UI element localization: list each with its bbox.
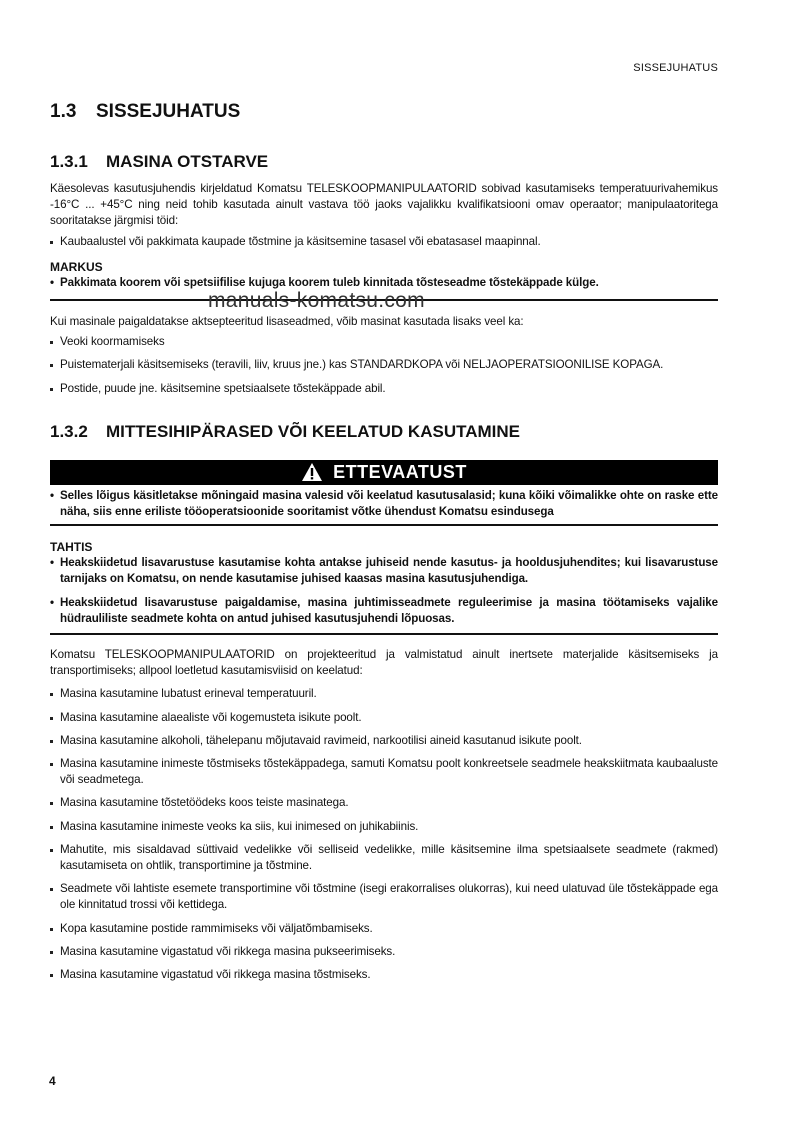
list-item: Masina kasutamine inimeste tõstmiseks tõstekäppadega, samuti Komatsu poolt konkreetsele seadmele heakskiitmata kaubaaluste või seadmetega. bbox=[50, 756, 718, 788]
subsection-title-text: MASINA OTSTARVE bbox=[106, 152, 269, 171]
subsection-title-1 bbox=[50, 152, 718, 172]
section-title bbox=[50, 101, 718, 123]
list-item: Masina kasutamine tõstetöödeks koos teiste masinatega. bbox=[50, 795, 718, 811]
note-item: • Pakkimata koorem või spetsiifilise kujuga koorem tuleb kinnitada tõsteseadme tõstekäppade külge. bbox=[50, 275, 718, 291]
important-label: TAHTIS bbox=[50, 540, 93, 555]
subsection-title-text: MITTESIHIPÄRASED VÕI KEELATUD KASUTAMINE bbox=[106, 421, 520, 441]
attachment-list bbox=[50, 334, 718, 397]
forbidden-list bbox=[50, 686, 718, 983]
subsection-number: 1.3.1 bbox=[50, 152, 88, 171]
list-item: Masina kasutamine vigastatud või rikkega masina tõstmiseks. bbox=[50, 967, 718, 983]
page-content bbox=[50, 101, 718, 983]
intro-paragraph: Käesolevas kasutusjuhendis kirjeldatud Komatsu TELESKOOPMANIPULAATORID sobivad kasutamiseks temperatuurivahemikus -16°C ... +45°C ning neid tohib kasutada ainult vastava töö jaoks vajalikku kvalifikatsiooni omav operaator; manipulaatoritega sooritatakse järgmisi töid: bbox=[50, 182, 718, 228]
section-title-text: SISSEJUHATUS bbox=[96, 101, 241, 122]
subsection-title-2 bbox=[50, 422, 718, 442]
subsection-number: 1.3.2 bbox=[50, 421, 88, 441]
divider bbox=[50, 524, 718, 526]
list-item: Seadmete või lahtiste esemete transportimine või tõstmine (isegi erakorralises olukorras), kui need ulatuvad üle tõstekäppade ega ole kinnitatud trossi või kettidega. bbox=[50, 881, 718, 913]
running-header: SISSEJUHATUS bbox=[633, 62, 718, 74]
caution-label: ETTEVAATUST bbox=[333, 461, 467, 482]
note-label: MARKUS bbox=[50, 259, 103, 274]
divider bbox=[50, 633, 718, 635]
list-item: Kopa kasutamine postide rammimiseks või väljatõmbamiseks. bbox=[50, 921, 718, 937]
list-item: Kaubaalustel või pakkimata kaupade tõstmine ja käsitsemine tasasel või ebatasasel maapinnal. bbox=[50, 234, 718, 250]
list-item: Masina kasutamine alaealiste või kogemusteta isikute poolt. bbox=[50, 710, 718, 726]
list-item: Puistematerjali käsitsemiseks (teravili, liiv, kruus jne.) kas STANDARDKOPA või NELJAOPERATSIOONILISE KOPAGA. bbox=[50, 357, 718, 373]
watermark: manuals-komatsu.com bbox=[208, 289, 425, 313]
list-item: Masina kasutamine inimeste veoks ka siis, kui inimesed on juhikabiinis. bbox=[50, 819, 718, 835]
important-item: • Heakskiidetud lisavarustuse kasutamise kohta antakse juhiseid nende kasutus- ja hooldusjuhendites; kui lisavarustuse tarnijaks on Komatsu, on nende kasutamise juhised kaasas masina kasutusjuhendiga. bbox=[50, 555, 718, 587]
list-item: Mahutite, mis sisaldavad süttivaid vedelikke või selliseid vedelikke, mille käsitsemine ilma spetsiaalsete seadmete (rakmed) kasutamiseta on ohtlik, transportimine ja tõstmine. bbox=[50, 842, 718, 874]
list-item: Masina kasutamine lubatust erineval temperatuuril. bbox=[50, 686, 718, 702]
warning-icon bbox=[301, 462, 323, 482]
page-number: 4 bbox=[49, 1074, 56, 1088]
list-item: Masina kasutamine vigastatud või rikkega masina pukseerimiseks. bbox=[50, 944, 718, 960]
attachments-intro: Kui masinale paigaldatakse aktsepteeritud lisaseadmed, võib masinat kasutada lisaks veel ka: bbox=[50, 315, 524, 329]
forbidden-intro: Komatsu TELESKOOPMANIPULAATORID on projekteeritud ja valmistatud ainult inertsete materjalide käsitsemiseks ja transportimiseks; allpool loetletud kasutamisviisid on keelatud: bbox=[50, 648, 718, 678]
important-item: • Heakskiidetud lisavarustuse paigaldamise, masina juhtimisseadmete reguleerimise ja masina töötamiseks vajalike hüdrauliliste seadmete kohta on antud juhised kasutusjuhendi lõpuosas. bbox=[50, 595, 718, 627]
caution-item: • Selles lõigus käsitletakse mõningaid masina valesid või keelatud kasutusalasid; kuna kõiki võimalikke ohte on raske ette näha, siis enne eriliste tööoperatsioonide sooritamist võtke ühendust Komatsu esindusega bbox=[50, 488, 718, 520]
list-item: Masina kasutamine alkoholi, tähelepanu mõjutavaid ravimeid, narkootilisi aineid kasutanud isikute poolt. bbox=[50, 733, 718, 749]
important-list bbox=[50, 555, 718, 627]
list-item: Veoki koormamiseks bbox=[50, 334, 718, 350]
section-number: 1.3 bbox=[50, 101, 77, 122]
caution-banner bbox=[50, 460, 718, 485]
list-item: Postide, puude jne. käsitsemine spetsiaalsete tõstekäppade abil. bbox=[50, 381, 718, 397]
